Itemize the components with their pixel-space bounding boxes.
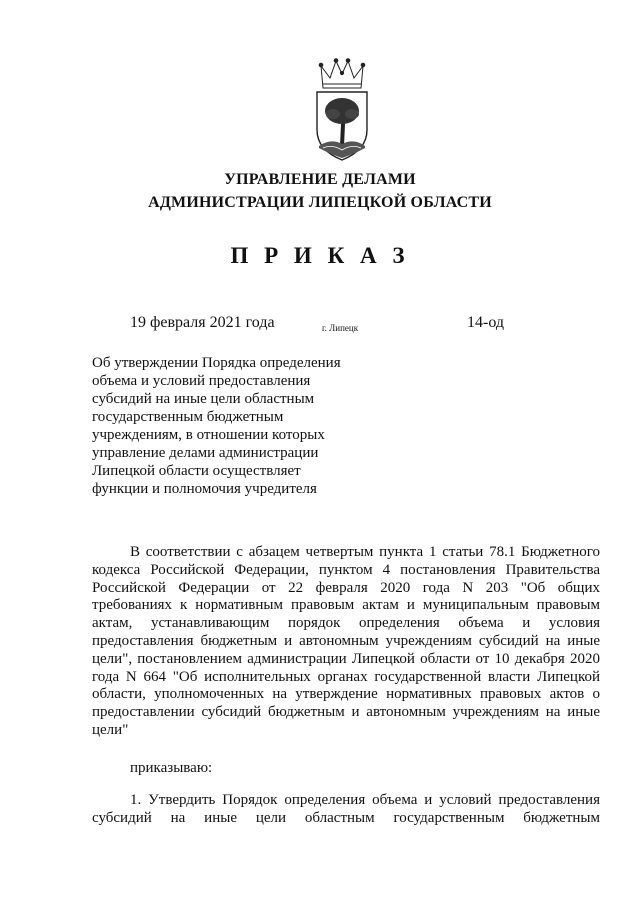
order-item-paragraph xyxy=(92,792,600,828)
lipetsk-coat-of-arms-emblem xyxy=(299,58,385,166)
paragraph-line: кодекса Российской Федерации, пунктом 4 постановления Правительства xyxy=(92,561,600,578)
paragraph-line: В соответствии с абзацем четвертым пункта 1 статьи 78.1 Бюджетного xyxy=(130,544,600,560)
subject-line: субсидий на иные цели областным xyxy=(92,391,315,407)
subject-line: управление делами администрации xyxy=(92,445,319,461)
subject-line: Липецкой области осуществляет xyxy=(92,463,301,479)
paragraph-line: предоставления бюджетным и автономным учреждениям субсидий на иные xyxy=(92,632,600,649)
paragraph-line: Российской Федерации от 22 февраля 2020 года N 203 "Об общих xyxy=(92,579,600,596)
paragraph-line: года N 664 "Об исполнительных органах государственной власти Липецкой xyxy=(92,668,600,685)
document-date: 19 февраля 2021 года xyxy=(130,314,275,331)
document-type-title: П Р И К А З xyxy=(230,243,410,268)
paragraph-line: области, уполномоченных на утверждение нормативных правовых актов о xyxy=(92,686,600,703)
subject-line: функции и полномочия учредителя xyxy=(92,481,317,497)
subject-line: учреждениям, в отношении которых xyxy=(92,427,325,443)
document-number: 14-од xyxy=(467,314,505,331)
document-subject xyxy=(92,354,362,498)
paragraph-line: требованиях к нормативным правовым актам и муниципальным правовым xyxy=(92,597,600,614)
paragraph-line: актам, устанавливающим порядок определения объема и условия xyxy=(92,615,600,632)
document-city: г. Липецк xyxy=(322,323,359,333)
preamble-paragraph xyxy=(92,544,600,740)
paragraph-line: субсидий на иные цели областным государственным бюджетным xyxy=(92,809,600,826)
paragraph-line: цели" xyxy=(92,721,129,738)
paragraph-line: цели", постановлением администрации Липецкой области от 10 декабря 2020 xyxy=(92,650,600,667)
subject-line: Об утверждении Порядка определения xyxy=(92,355,341,371)
order-word: приказываю: xyxy=(130,760,213,776)
organization-name-line2: АДМИНИСТРАЦИИ ЛИПЕЦКОЙ ОБЛАСТИ xyxy=(148,194,492,211)
paragraph-line: 1. Утвердить Порядок определения объема и условий предоставления xyxy=(130,792,600,808)
paragraph-line: предоставлении субсидий бюджетным и автономным учреждениям на иные xyxy=(92,704,600,721)
organization-name-line1: УПРАВЛЕНИЕ ДЕЛАМИ xyxy=(224,171,416,188)
subject-line: государственным бюджетным xyxy=(92,409,284,425)
subject-line: объема и условий предоставления xyxy=(92,373,311,389)
